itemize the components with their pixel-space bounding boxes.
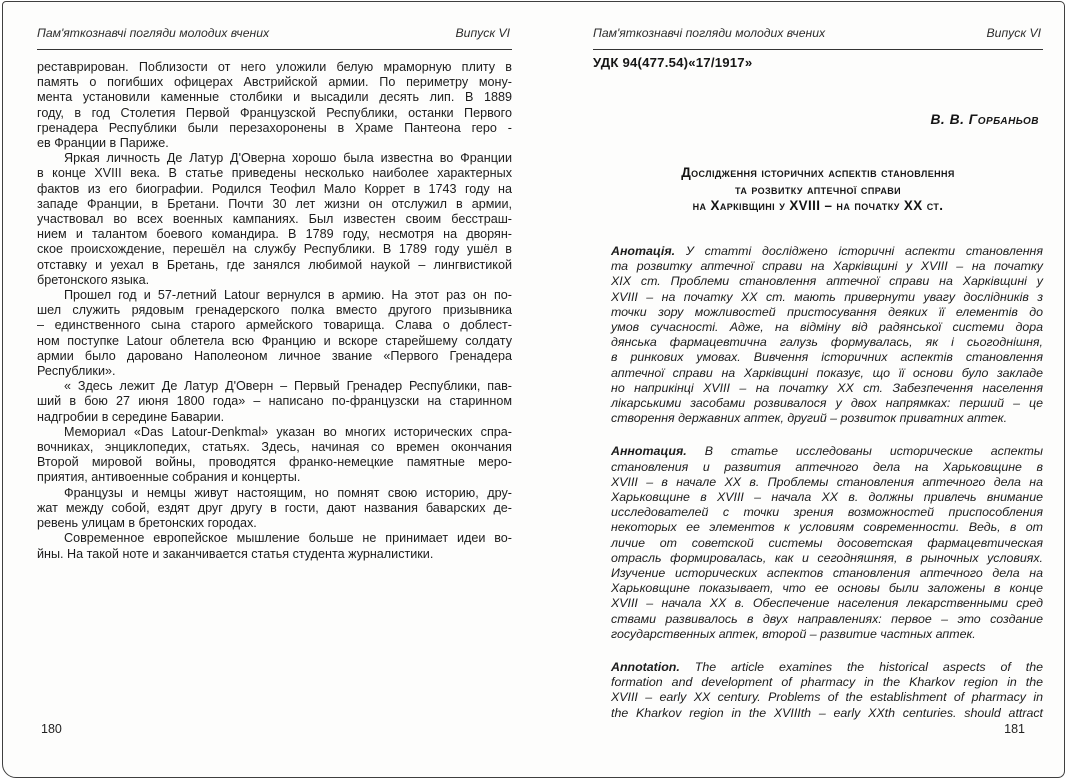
paragraph: Яркая личность Де Латур Д'Оверна хорошо была известна во Франции в конце XVIII века. В статье приведены несколько наиболее характерных фактов из его биографии. Родился Теофил Мало Коррет в 1743 году на западе Франции, в Бретани. Почти 30 лет жизни он отслужил в армии, участвовал во всех военных кампаниях. Был известен своим бесстраш- нием и талантом боевого командира. В 1789 году, несмотря на дворян- ское происхождение, перешёл на службу Республики. В 1789 году ушёл в отставку и уехал в Бретань, где занялся любимой наукой – лингвистикой бретонского языка. [37,151,512,287]
paragraph: реставрирован. Поблизости от него уложили белую мраморную плиту в память о погибших офицерах Австрийской армии. По периметру мону- мента установили каменные столбики и высадили десять лип. В 1889 году, в год Столетия Первой Французской Республики, останки Первого гренадера Республики были перезахоронены в Храме Пантеона геро - ев Франции в Париже. [37,60,512,151]
abstract-ru: Аннотация. В статье исследованы исторические аспекты становления и развития аптечного дела на Харьковщине в XVIII – в начале XX в. Проблемы становления аптечного дела на Харьковщине в XVIII – начала XX в. должны привлечь внимание исследователей с точки зрения возможностей приспособления некоторых ее элементов к условиям современности. Ведь, в от личие от советской системы досоветская фармацевтическая отрасль формировалась, как и сегодняшняя, в рыночных условиях. Изучение исторических аспектов становления аптечного дела на Харьковщине показывает, что ее основы были заложены в конце XVIII – начала XX в. Обеспечение населения лекарственными сред ствами развивалось в двух направлениях: первое – это создание государственных аптек, второй – развитие частных аптек. [611,444,1043,641]
running-header-left [37,26,512,50]
paragraph: Французы и немцы живут настоящим, но помнят свою историю, дру- жат между собой, ездят друг другу в гости, дают названия баварских де- ревень улицам в бретонских городах. [37,485,512,531]
udc-code: УДК 94(477.54)«17/1917» [593,55,753,70]
article-title-line: на Харківщині у XVIII – на початку ХХ ст. [692,198,944,213]
paragraph: « Здесь лежит Де Латур Д'Оверн – Первый Гренадер Республики, пав- ший в бою 27 июня 1800 года» – написано по-французски на старинном надгробии в середине Баварии. [37,379,512,424]
abstract-en: Annotation. The article examines the historical aspects of the formation and development of pharmacy in the Kharkov region in the XVIII – early XX century. Problems of the establishment of pharmacy in the Kharkov region in the XVIIIth – early XXth centuries. should attract [611,660,1044,720]
running-header-right [593,26,1043,50]
abstract-uk: Анотація. У статті досліджено історичні аспекти становлення та розвитку аптечної справи на Харківщині у XVIII – на початку XIX ст. Проблеми становлення аптечної справи на Харківщині у XVIII – на початку XX ст. мають привернути увагу дослідників з точки зору можливостей пристосування деяких її елементів до умов сучасності. Адже, на відміну від радянської системи дора дянська фармацевтична галузь формувалась, як і сьогоднішня, в ринкових умовах. Вивчення історичних аспектів становлення аптечної справи на Харківщині показує, що її основи було закладе но наприкінці XVIII – на початку XX ст. Забезпечення населення лікарськими засобами розвивалося у двох напрямках: перший – це створення державних аптек, другий – розвиток приватних аптек. [611,244,1043,426]
paragraph: Современное европейское мышление больше не принимает идеи во- йны. На такой ноте и заканчивается статья студента журналистики. [37,531,512,561]
running-header-issue: Випуск VI [455,26,510,40]
article-title-line: Дослідження історичних аспектів становлення [681,165,955,180]
article-author: В. В. Горбаньов [930,112,1039,127]
article-body-left [37,60,512,562]
paragraph: Прошел год и 57-летний Latour вернулся в армию. На этот раз он по- шел служить рядовым гренадерского полка вместо другого призывника – единственного сына старого армейского товарища. Слава о доблест- ном поступке Latour облетела всю Францию и вскоре старейшему солдату армии было даровано Наполеоном личное звание «Первого Гренадера Республики». [37,288,512,379]
running-header-title: Пам'яткознавчі погляди молодих вчених [37,26,270,40]
page-number-right: 181 [1004,722,1025,736]
abstracts-section [611,244,1043,739]
article-title-line: та розвитку аптечної справи [734,181,901,197]
running-header-title: Пам'яткознавчі погляди молодих вчених [593,26,826,40]
article-title [593,165,1043,215]
running-header-issue: Випуск VI [986,26,1041,40]
page-number-left: 180 [41,722,62,736]
scanned-spread [2,1,1065,778]
page-left [37,2,512,777]
page-right [593,2,1043,777]
paragraph: Мемориал «Das Latour-Denkmal» указан во многих исторических спра- вочниках, энциклопедих, статьях. Здесь, начиная со времен окончания Второй мировой войны, проводятся франко-немецкие памятные меро- приятия, антивоенные собрания и концерты. [37,424,512,485]
